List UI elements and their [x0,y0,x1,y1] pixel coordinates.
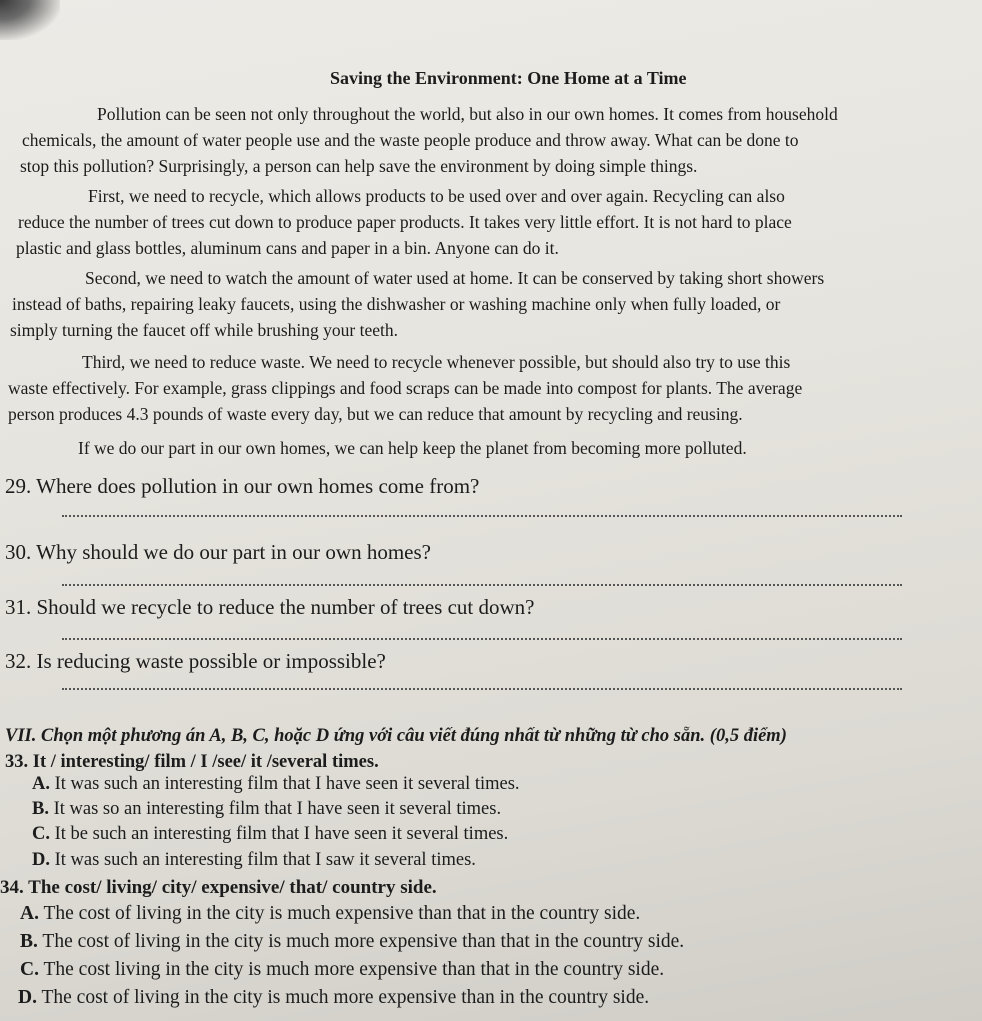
question-29: 29. Where does pollution in our own homes come from? [5,474,480,498]
option-33-c[interactable] [32,824,508,845]
option-letter: A. [32,774,50,794]
option-text: The cost living in the city is much more expensive than that in the country side. [38,959,665,980]
mc-question-34-stem: 34. The cost/ living/ city/ expensive/ that/ country side. [0,877,437,898]
passage-line: person produces 4.3 pounds of waste every day, but we can reduce that amount by recycling and reusing. [8,404,743,424]
answer-line-31[interactable] [62,638,902,640]
option-letter: C. [32,824,50,844]
option-34-b[interactable] [20,931,684,953]
passage-line: First, we need to recycle, which allows products to be used over and over again. Recycling can also [88,186,785,206]
passage-line: Third, we need to reduce waste. We need to recycle whenever possible, but should also try to use this [82,352,791,372]
option-letter: D. [18,987,37,1008]
passage-line: reduce the number of trees cut down to produce paper products. It takes very little effort. It is not hard to place [18,212,792,232]
option-34-c[interactable] [20,959,664,981]
option-text: It be such an interesting film that I have seen it several times. [50,824,509,844]
passage-line: waste effectively. For example, grass clippings and food scraps can be made into compost for plants. The average [8,378,803,398]
passage-line: chemicals, the amount of water people use and the waste people produce and throw away. What can be done to [22,130,799,150]
option-letter: B. [32,799,49,819]
option-text: The cost of living in the city is much expensive than that in the country side. [38,903,641,924]
option-text: It was such an interesting film that I have seen it several times. [50,774,520,794]
question-32: 32. Is reducing waste possible or impossible? [5,649,386,673]
passage-line: Second, we need to watch the amount of water used at home. It can be conserved by taking short showers [85,268,825,288]
passage-line: plastic and glass bottles, aluminum cans and paper in a bin. Anyone can do it. [16,238,559,258]
passage-line: If we do our part in our own homes, we can help keep the planet from becoming more polluted. [78,438,747,458]
passage-line: simply turning the faucet off while brushing your teeth. [10,320,398,340]
passage-line: instead of baths, repairing leaky faucets, using the dishwasher or washing machine only when fully loaded, or [12,294,781,314]
passage-line: stop this pollution? Surprisingly, a person can help save the environment by doing simple things. [20,156,698,176]
option-letter: D. [32,850,50,870]
option-letter: C. [20,959,39,980]
answer-line-30[interactable] [62,584,902,586]
option-text: The cost of living in the city is much more expensive than that in the country side. [37,931,685,952]
question-30: 30. Why should we do our part in our own homes? [5,540,431,564]
option-33-a[interactable] [32,774,520,795]
option-text: It was such an interesting film that I saw it several times. [50,850,476,870]
option-letter: B. [20,931,38,952]
option-letter: A. [20,903,39,924]
option-text: It was so an interesting film that I have seen it several times. [48,799,502,819]
option-33-d[interactable] [32,850,476,871]
section-title: VII. Chọn một phương án A, B, C, hoặc D ứng với câu viết đúng nhất từ những từ cho sẵn. (0,5 điểm) [5,726,787,746]
answer-line-29[interactable] [62,515,902,517]
option-33-b[interactable] [32,799,501,820]
mc-question-33-stem: 33. It / interesting/ film / I /see/ it /several times. [5,752,379,772]
option-34-a[interactable] [20,903,640,925]
question-31: 31. Should we recycle to reduce the number of trees cut down? [5,595,535,619]
passage-title: Saving the Environment: One Home at a Time [330,68,687,88]
option-text: The cost of living in the city is much more expensive than in the country side. [36,987,650,1008]
option-34-d[interactable] [18,987,649,1009]
passage-line: Pollution can be seen not only throughout the world, but also in our own homes. It comes from household [97,104,838,124]
answer-line-32[interactable] [62,688,902,690]
